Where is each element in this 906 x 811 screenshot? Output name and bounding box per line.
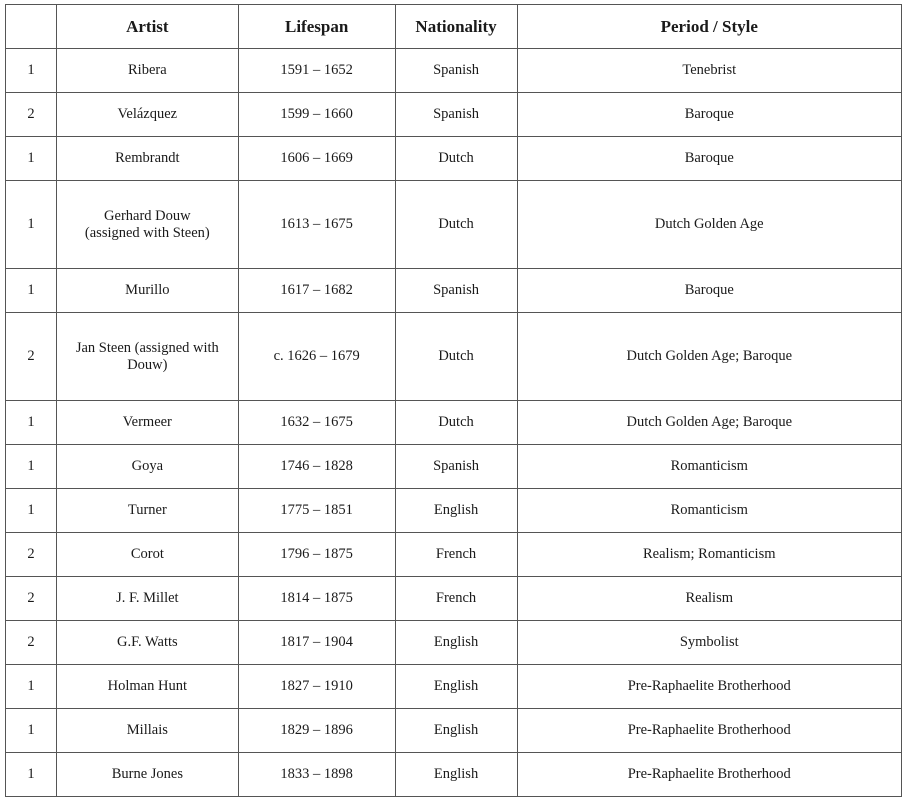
cell-nationality: English bbox=[395, 621, 517, 665]
cell-lifespan: 1606 – 1669 bbox=[238, 137, 395, 181]
cell-number: 1 bbox=[6, 753, 57, 797]
cell-period-style: Baroque bbox=[517, 269, 901, 313]
header-nationality: Nationality bbox=[395, 5, 517, 49]
cell-artist: Vermeer bbox=[56, 401, 238, 445]
cell-nationality: Spanish bbox=[395, 445, 517, 489]
cell-nationality: English bbox=[395, 709, 517, 753]
cell-artist: G.F. Watts bbox=[56, 621, 238, 665]
cell-period-style: Pre-Raphaelite Brotherhood bbox=[517, 753, 901, 797]
header-period-style: Period / Style bbox=[517, 5, 901, 49]
cell-artist: Millais bbox=[56, 709, 238, 753]
cell-number: 1 bbox=[6, 665, 57, 709]
table-row bbox=[6, 709, 902, 753]
cell-nationality: Spanish bbox=[395, 269, 517, 313]
cell-nationality: English bbox=[395, 753, 517, 797]
table-row bbox=[6, 577, 902, 621]
table-row bbox=[6, 753, 902, 797]
table-row bbox=[6, 93, 902, 137]
cell-lifespan: 1829 – 1896 bbox=[238, 709, 395, 753]
artists-table bbox=[5, 4, 902, 797]
cell-lifespan: c. 1626 – 1679 bbox=[238, 313, 395, 401]
cell-period-style: Pre-Raphaelite Brotherhood bbox=[517, 665, 901, 709]
cell-artist: Rembrandt bbox=[56, 137, 238, 181]
cell-number: 1 bbox=[6, 181, 57, 269]
cell-period-style: Dutch Golden Age bbox=[517, 181, 901, 269]
cell-number: 2 bbox=[6, 313, 57, 401]
header-artist: Artist bbox=[56, 5, 238, 49]
cell-period-style: Romanticism bbox=[517, 489, 901, 533]
cell-lifespan: 1599 – 1660 bbox=[238, 93, 395, 137]
cell-period-style: Pre-Raphaelite Brotherhood bbox=[517, 709, 901, 753]
cell-number: 2 bbox=[6, 93, 57, 137]
cell-nationality: Spanish bbox=[395, 49, 517, 93]
cell-period-style: Symbolist bbox=[517, 621, 901, 665]
cell-lifespan: 1617 – 1682 bbox=[238, 269, 395, 313]
cell-lifespan: 1833 – 1898 bbox=[238, 753, 395, 797]
table-row bbox=[6, 269, 902, 313]
cell-lifespan: 1775 – 1851 bbox=[238, 489, 395, 533]
cell-artist: Goya bbox=[56, 445, 238, 489]
cell-number: 1 bbox=[6, 137, 57, 181]
cell-lifespan: 1817 – 1904 bbox=[238, 621, 395, 665]
cell-number: 1 bbox=[6, 709, 57, 753]
cell-nationality: Spanish bbox=[395, 93, 517, 137]
cell-nationality: Dutch bbox=[395, 401, 517, 445]
cell-period-style: Baroque bbox=[517, 137, 901, 181]
cell-lifespan: 1613 – 1675 bbox=[238, 181, 395, 269]
cell-nationality: English bbox=[395, 665, 517, 709]
cell-artist: Holman Hunt bbox=[56, 665, 238, 709]
cell-nationality: French bbox=[395, 577, 517, 621]
cell-number: 1 bbox=[6, 445, 57, 489]
cell-period-style: Baroque bbox=[517, 93, 901, 137]
cell-number: 1 bbox=[6, 269, 57, 313]
cell-period-style: Realism bbox=[517, 577, 901, 621]
header-lifespan: Lifespan bbox=[238, 5, 395, 49]
cell-artist: Gerhard Douw (assigned with Steen) bbox=[56, 181, 238, 269]
cell-lifespan: 1827 – 1910 bbox=[238, 665, 395, 709]
cell-artist: Velázquez bbox=[56, 93, 238, 137]
table-row bbox=[6, 489, 902, 533]
cell-artist: Burne Jones bbox=[56, 753, 238, 797]
cell-number: 1 bbox=[6, 401, 57, 445]
cell-artist: Ribera bbox=[56, 49, 238, 93]
cell-number: 2 bbox=[6, 621, 57, 665]
cell-period-style: Tenebrist bbox=[517, 49, 901, 93]
cell-artist: Corot bbox=[56, 533, 238, 577]
cell-artist: J. F. Millet bbox=[56, 577, 238, 621]
cell-artist: Jan Steen (assigned with Douw) bbox=[56, 313, 238, 401]
cell-number: 2 bbox=[6, 577, 57, 621]
cell-number: 2 bbox=[6, 533, 57, 577]
cell-number: 1 bbox=[6, 489, 57, 533]
table-row bbox=[6, 137, 902, 181]
table-row bbox=[6, 533, 902, 577]
table-row bbox=[6, 181, 902, 269]
cell-period-style: Dutch Golden Age; Baroque bbox=[517, 401, 901, 445]
cell-nationality: Dutch bbox=[395, 313, 517, 401]
cell-artist: Turner bbox=[56, 489, 238, 533]
cell-lifespan: 1746 – 1828 bbox=[238, 445, 395, 489]
cell-lifespan: 1796 – 1875 bbox=[238, 533, 395, 577]
cell-period-style: Realism; Romanticism bbox=[517, 533, 901, 577]
cell-nationality: Dutch bbox=[395, 137, 517, 181]
cell-period-style: Dutch Golden Age; Baroque bbox=[517, 313, 901, 401]
table-row bbox=[6, 621, 902, 665]
table-row bbox=[6, 313, 902, 401]
cell-lifespan: 1632 – 1675 bbox=[238, 401, 395, 445]
cell-number: 1 bbox=[6, 49, 57, 93]
cell-period-style: Romanticism bbox=[517, 445, 901, 489]
table-row bbox=[6, 49, 902, 93]
cell-lifespan: 1814 – 1875 bbox=[238, 577, 395, 621]
cell-nationality: English bbox=[395, 489, 517, 533]
table-row bbox=[6, 445, 902, 489]
header-number bbox=[6, 5, 57, 49]
table-row bbox=[6, 401, 902, 445]
cell-lifespan: 1591 – 1652 bbox=[238, 49, 395, 93]
table-row bbox=[6, 665, 902, 709]
cell-nationality: French bbox=[395, 533, 517, 577]
cell-artist: Murillo bbox=[56, 269, 238, 313]
cell-nationality: Dutch bbox=[395, 181, 517, 269]
header-row bbox=[6, 5, 902, 49]
